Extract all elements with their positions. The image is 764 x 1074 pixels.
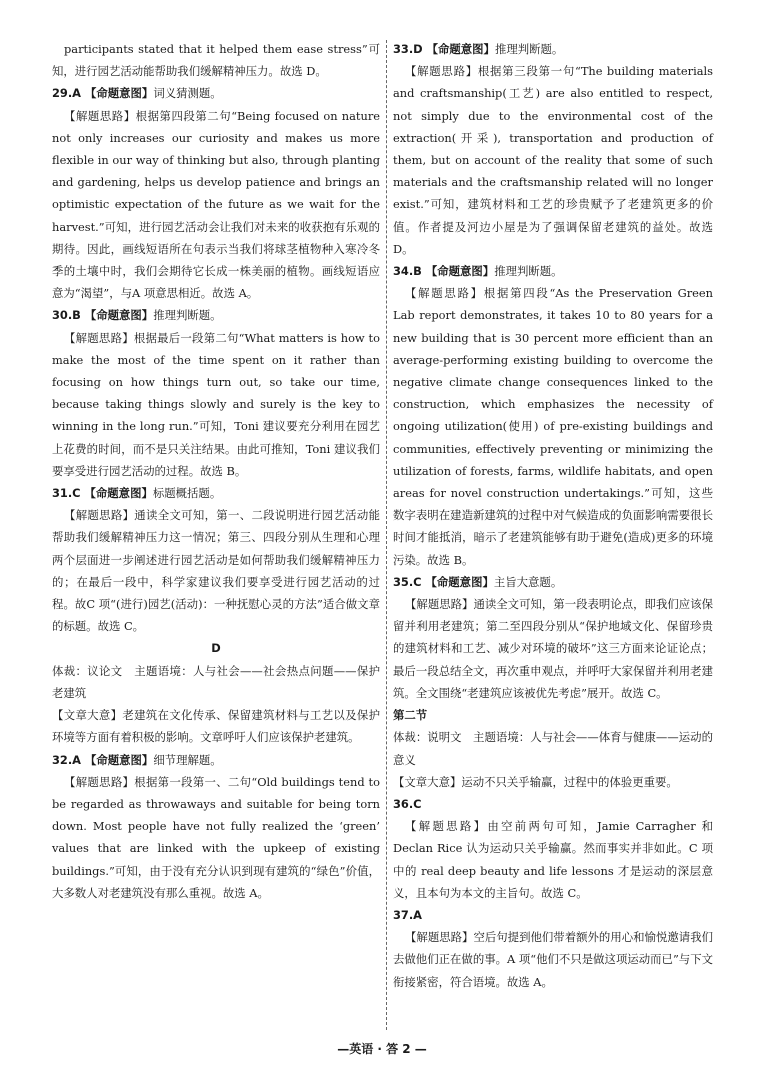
question-heading — [393, 793, 713, 815]
intent-tag: 【命题意图】 — [80, 308, 154, 323]
paragraph: 体裁：议论文 主题语境：人与社会——社会热点问题——保护老建筑 — [52, 663, 380, 700]
question-heading — [52, 304, 380, 326]
question-number: 34.B — [393, 264, 422, 279]
question-heading — [52, 749, 380, 771]
question-type: 细节理解题。 — [153, 752, 222, 767]
question-heading — [393, 38, 713, 60]
paragraph: 【解题思路】根据最后一段第二句“What matters is how to make the most of the time spent on it rather than focusing on how things turn out, so take our time, because taking things slowly and surely is the key to winning in the long run.”可知，Toni 建议要充分利用在园艺上花费的时间，而不是只关注结果。由此可推知，Toni 建议我们要享受进行园艺活动的过程。故选 B。 — [52, 330, 380, 478]
section-heading: 第二节 — [393, 708, 428, 723]
question-number: 31.C — [52, 486, 81, 501]
page-footer: —英语 · 答 2 — — [337, 1042, 427, 1056]
question-number: 29.A — [52, 86, 81, 101]
intent-tag: 【命题意图】 — [81, 86, 154, 101]
paragraph: 【解题思路】空后句提到他们带着额外的用心和愉悦邀请我们去做他们正在做的事。A 项“他们不只是做这项运动而已”与下文衔接紧密，符合语境。故选 A。 — [393, 930, 713, 989]
paragraph: 【解题思路】根据第一段第一、二句“Old buildings tend to be regarded as throwaways and suitable for being torn down. Most people have not fully realized the ‘green’ values that are linked with the upkeep of existing buildings.”可知，由于没有充分认识到现有建筑的“绿色”价值，大多数人对老建筑没有那么重视。故选 A。 — [52, 774, 380, 900]
question-number: 35.C — [393, 574, 422, 589]
question-heading — [393, 571, 713, 593]
paragraph: 【解题思路】根据第四段“As the Preservation Green Lab report demonstrates, it takes 10 to 80 years for a new building that is 30 percent more efficient than an average-performing existing building to overcome the negative climate change consequences linked to the construction, which emphasizes the necessity of ongoing utilization(使用) of pre-existing buildings and communities, effectively preventing or minimizing the utilization of forests, farms, wildlife habitats, and open areas for novel construction undertakings.”可知，这些数字表明在建造新建筑的过程中对气候造成的负面影响需要很长时间才能抵消，暗示了老建筑能够有助于避免(造成)更多的环境污染。故选 B。 — [393, 286, 713, 567]
question-number: 30.B — [52, 308, 81, 323]
question-type: 主旨大意题。 — [493, 574, 563, 589]
question-heading — [393, 260, 713, 282]
right-column — [393, 38, 713, 993]
question-heading — [52, 482, 380, 504]
question-type: 词义猜测题。 — [153, 86, 222, 101]
question-number: 37.A — [393, 907, 422, 922]
question-type: 推理判断题。 — [494, 264, 563, 279]
question-heading — [393, 904, 713, 926]
intent-tag: 【命题意图】 — [80, 486, 153, 501]
question-type: 标题概括题。 — [152, 486, 222, 501]
paragraph: 【解题思路】根据第三段第一句“The building materials and craftsmanship(工艺) are also entitled to respect, not simply due to the environmental cost of the extraction(开采), transportation and production of them, but on account of the reality that some of such materials and the craftsmanship related will no longer exist.”可知，建筑材料和工艺的珍贵赋予了老建筑更多的价值。作者提及河边小屋是为了强调保留老建筑的益处。故选 D。 — [393, 64, 713, 256]
question-type: 推理判断题。 — [494, 42, 564, 56]
intent-tag: 【命题意图】 — [421, 264, 495, 279]
left-column — [52, 38, 380, 904]
paragraph: 【解题思路】由空前两句可知，Jamie Carragher 和 Declan Rice 认为运动只关乎输赢。然而事实并非如此。C 项中的 real deep beauty and life lessons 才是运动的深层意义，且本句为本文的主旨句。故选 C。 — [393, 819, 713, 900]
intent-tag: 【命题意图】 — [81, 752, 154, 767]
question-type: 推理判断题。 — [153, 308, 222, 323]
paragraph: 【解题思路】根据第四段第二句“Being focused on nature not only increases our curiosity and makes us more flexible in our way of thinking but also, through planting and gardening, helps us develop patience and brings an optimistic expectation of the future as we wait for the harvest.”可知，进行园艺活动会让我们对未来的收获抱有乐观的期待。因此，画线短语所在句表示当我们将球茎植物种入寒冷冬季的土壤中时，我们会期待它长成一株美丽的植物。画线短语应意为“渴望”，与A 项意思相近。故选 A。 — [52, 108, 380, 301]
intent-tag: 【命题意图】 — [422, 42, 495, 56]
paragraph: 【解题思路】通读全文可知，第一段表明论点，即我们应该保留并利用老建筑；第二至四段分别从“保护地域文化、保留珍贵的建筑材料和工艺、减少对环境的破坏”这三方面来论证论点；最后一段总结全文，再次重申观点，并呼吁大家保留并利用老建筑。全文围绕“老建筑应该被优先考虑”展开。故选 C。 — [393, 597, 713, 700]
paragraph: participants stated that it helped them ease stress”可知，进行园艺活动能帮助我们缓解精神压力。故选 D。 — [52, 42, 380, 79]
section-letter: D — [211, 641, 221, 656]
paragraph: 【文章大意】老建筑在文化传承、保留建筑材料与工艺以及保护环境等方面有着积极的影响。文章呼吁人们应该保护老建筑。 — [52, 708, 380, 745]
question-heading — [52, 82, 380, 104]
question-number: 33.D — [393, 42, 423, 56]
paragraph: 体裁：说明文 主题语境：人与社会——体育与健康——运动的意义 — [393, 730, 713, 767]
paragraph: 【解题思路】通读全文可知，第一、二段说明进行园艺活动能帮助我们缓解精神压力这一情况；第三、四段分别从生理和心理两个层面进一步阐述进行园艺活动是如何帮助我们缓解精神压力的；在最后一段中，科学家建议我们要享受进行园艺活动的过程。故C 项“(进行)园艺(活动)：一种抚慰心灵的方法”适合做文章的标题。故选 C。 — [52, 508, 380, 634]
question-number: 36.C — [393, 796, 422, 811]
column-divider — [386, 40, 387, 1030]
paragraph: 【文章大意】运动不只关乎输赢，过程中的体验更重要。 — [393, 774, 678, 789]
intent-tag: 【命题意图】 — [421, 574, 494, 589]
question-number: 32.A — [52, 752, 81, 767]
